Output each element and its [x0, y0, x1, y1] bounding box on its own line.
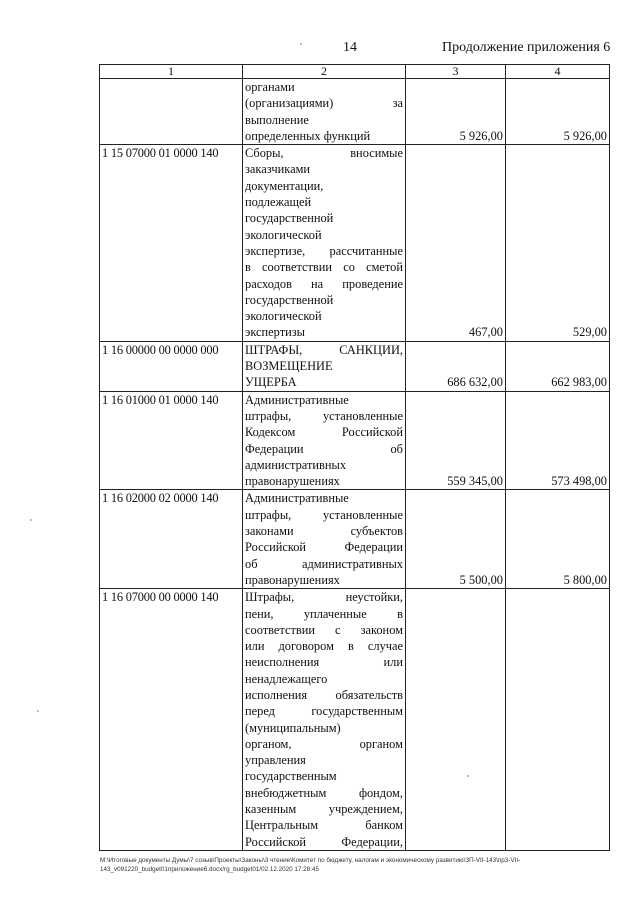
table-row	[100, 589, 610, 851]
amount-col4-cell	[506, 589, 610, 851]
income-name-line: определенных функций	[245, 128, 371, 143]
income-name-line: перед государственным	[245, 704, 403, 719]
column-header-4: 4	[506, 65, 610, 79]
income-name-line: ВОЗМЕЩЕНИЕ	[245, 359, 333, 374]
income-name-line: Российской Федерации,	[245, 834, 403, 849]
income-name-line: Центральным банком	[245, 818, 403, 833]
income-name-line: пени, уплаченные в	[245, 606, 403, 621]
column-header-3: 3	[406, 65, 506, 79]
income-name-line: Кодексом Российской	[245, 425, 403, 440]
income-name-line: Сборы, вносимые	[245, 146, 403, 161]
column-header-1: 1	[100, 65, 243, 79]
income-name-line: экспертизе, рассчитанные	[245, 243, 403, 258]
income-name-line: органами	[245, 80, 295, 94]
scan-speck	[30, 519, 32, 521]
income-name-line: ненадлежащего	[245, 671, 328, 686]
income-name-line: экологической	[245, 309, 322, 324]
income-name-line: или договором в случае	[245, 639, 403, 654]
income-name-line: правонарушениях	[245, 474, 340, 489]
income-name-line: правонарушениях	[245, 572, 340, 587]
budget-table-body	[100, 65, 610, 851]
scan-speck	[467, 775, 469, 777]
income-name-cell	[243, 391, 406, 490]
budget-code-cell: 1 16 00000 00 0000 000	[100, 341, 243, 391]
income-name-line: исполнения обязательств	[245, 687, 403, 702]
amount-col3-cell: 686 632,00	[406, 341, 506, 391]
income-name-line: об административных	[245, 556, 403, 571]
income-name-line: Российской Федерации	[245, 540, 403, 555]
income-name-line: выполнение	[245, 112, 309, 127]
income-name-line: (организациями) за	[245, 96, 403, 111]
budget-code-cell: 1 15 07000 01 0000 140	[100, 145, 243, 342]
income-name-line: законами субъектов	[245, 524, 403, 539]
income-name-line: расходов на проведение	[245, 276, 403, 291]
income-name-cell	[243, 490, 406, 589]
income-name-line: документации,	[245, 178, 324, 193]
income-name-line: казенным учреждением,	[245, 802, 403, 817]
income-name-line: штрафы, установленные	[245, 408, 403, 423]
income-name-cell	[243, 589, 406, 851]
amount-col4-cell: 5 800,00	[506, 490, 610, 589]
income-name-line: органом, органом	[245, 736, 403, 751]
column-header-row	[100, 65, 610, 79]
amount-col4-cell: 5 926,00	[506, 79, 610, 145]
amount-col3-cell: 559 345,00	[406, 391, 506, 490]
column-header-2: 2	[243, 65, 406, 79]
budget-table	[99, 64, 610, 851]
income-name-line: экспертизы	[245, 325, 305, 340]
income-name-line: в соответствии со сметой	[245, 260, 403, 275]
amount-col3-cell: 5 500,00	[406, 490, 506, 589]
table-row	[100, 490, 610, 589]
page-number: 14	[343, 40, 357, 55]
budget-code-cell: 1 16 02000 02 0000 140	[100, 490, 243, 589]
income-name-line: неисполнения или	[245, 655, 403, 670]
income-name-line: административных	[245, 457, 347, 472]
income-name-line: Административные	[245, 491, 349, 506]
income-name-line: (муниципальным)	[245, 720, 341, 735]
table-row	[100, 79, 610, 145]
income-name-line: управления	[245, 753, 306, 768]
table-row	[100, 391, 610, 490]
income-name-cell	[243, 145, 406, 342]
amount-col3-cell	[406, 589, 506, 851]
table-row	[100, 341, 610, 391]
amount-col4-cell: 573 498,00	[506, 391, 610, 490]
income-name-line: государственной	[245, 292, 334, 307]
income-name-line: штрафы, установленные	[245, 507, 403, 522]
income-name-line: Федерации об	[245, 441, 403, 456]
continuation-label: Продолжение приложения 6	[442, 40, 611, 55]
income-name-line: соответствии с законом	[245, 622, 403, 637]
income-name-line: подлежащей	[245, 195, 312, 210]
income-name-cell	[243, 341, 406, 391]
income-name-line: Административные	[245, 392, 349, 407]
income-name-line: государственным	[245, 769, 337, 784]
income-name-line: ШТРАФЫ, САНКЦИИ,	[245, 342, 403, 357]
income-name-line: УЩЕРБА	[245, 375, 297, 390]
budget-code-cell	[100, 79, 243, 145]
income-name-line: заказчиками	[245, 162, 311, 177]
file-path-footer: М:\Итоговые документы Думы\7 созыв\Проекты\Законы\3 чтение\Комитет по бюджету, налогам и экономическому развитию\ЗП-VII-143\пр3-VII-143_v091220_budget01приложение6.docx/rg_budget01/02.12.2020 17:28:45	[100, 857, 521, 873]
income-name-line: экологической	[245, 227, 322, 242]
amount-col3-cell: 5 926,00	[406, 79, 506, 145]
budget-code-cell: 1 16 07000 00 0000 140	[100, 589, 243, 851]
income-name-cell	[243, 79, 406, 145]
scan-speck	[300, 43, 302, 45]
income-name-line: Штрафы, неустойки,	[245, 590, 403, 605]
amount-col4-cell: 662 983,00	[506, 341, 610, 391]
income-name-line: государственной	[245, 211, 334, 226]
scan-speck	[37, 710, 39, 712]
income-name-line: внебюджетным фондом,	[245, 785, 403, 800]
budget-code-cell: 1 16 01000 01 0000 140	[100, 391, 243, 490]
amount-col4-cell: 529,00	[506, 145, 610, 342]
amount-col3-cell: 467,00	[406, 145, 506, 342]
table-row	[100, 145, 610, 342]
